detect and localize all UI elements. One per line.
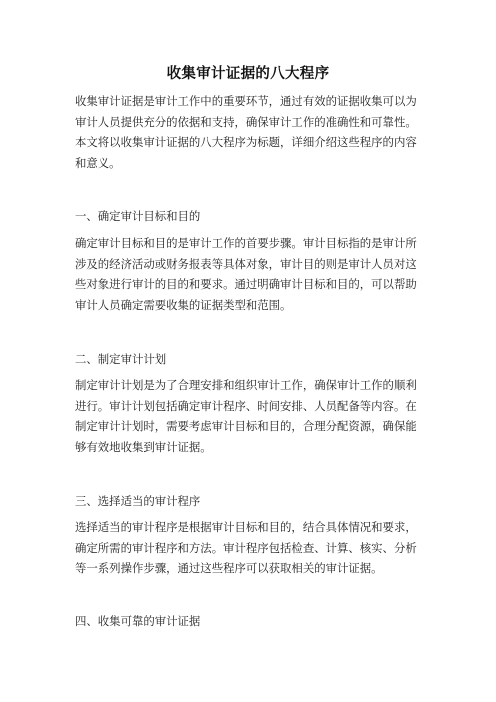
section-1-body: 确定审计目标和目的是审计工作的首要步骤。审计目标指的是审计所涉及的经济活动或财务报表等具体对象，审计目的则是审计人员对这些对象进行审计的目的和要求。通过明确审计目标和目的，可以帮助审计人员确定需要收集的证据类型和范围。 bbox=[75, 236, 417, 312]
document-title: 收集审计证据的八大程序 bbox=[166, 66, 330, 82]
section-1-heading: 一、确定审计目标和目的 bbox=[75, 209, 201, 223]
section-2-heading: 二、制定审计计划 bbox=[75, 352, 167, 366]
section-3-heading: 三、选择适当的审计程序 bbox=[75, 494, 201, 508]
section-3-body: 选择适当的审计程序是根据审计目标和目的，结合具体情况和要求，确定所需的审计程序和方法。审计程序包括检查、计算、核实、分析等一系列操作步骤，通过这些程序可以获取相关的审计证据。 bbox=[75, 520, 417, 575]
section-2-body: 制定审计计划是为了合理安排和组织审计工作，确保审计工作的顺利进行。审计计划包括确定审计程序、时间安排、人员配备等内容。在制定审计计划时，需要考虑审计目标和目的，合理分配资源，确保能够有效地收集到审计证据。 bbox=[75, 378, 417, 454]
intro-paragraph: 收集审计证据是审计工作中的重要环节，通过有效的证据收集可以为审计人员提供充分的依据和支持，确保审计工作的准确性和可靠性。本文将以收集审计证据的八大程序为标题，详细介绍这些程序的内容和意义。 bbox=[75, 94, 417, 170]
section-4-heading: 四、收集可靠的审计证据 bbox=[75, 614, 201, 628]
